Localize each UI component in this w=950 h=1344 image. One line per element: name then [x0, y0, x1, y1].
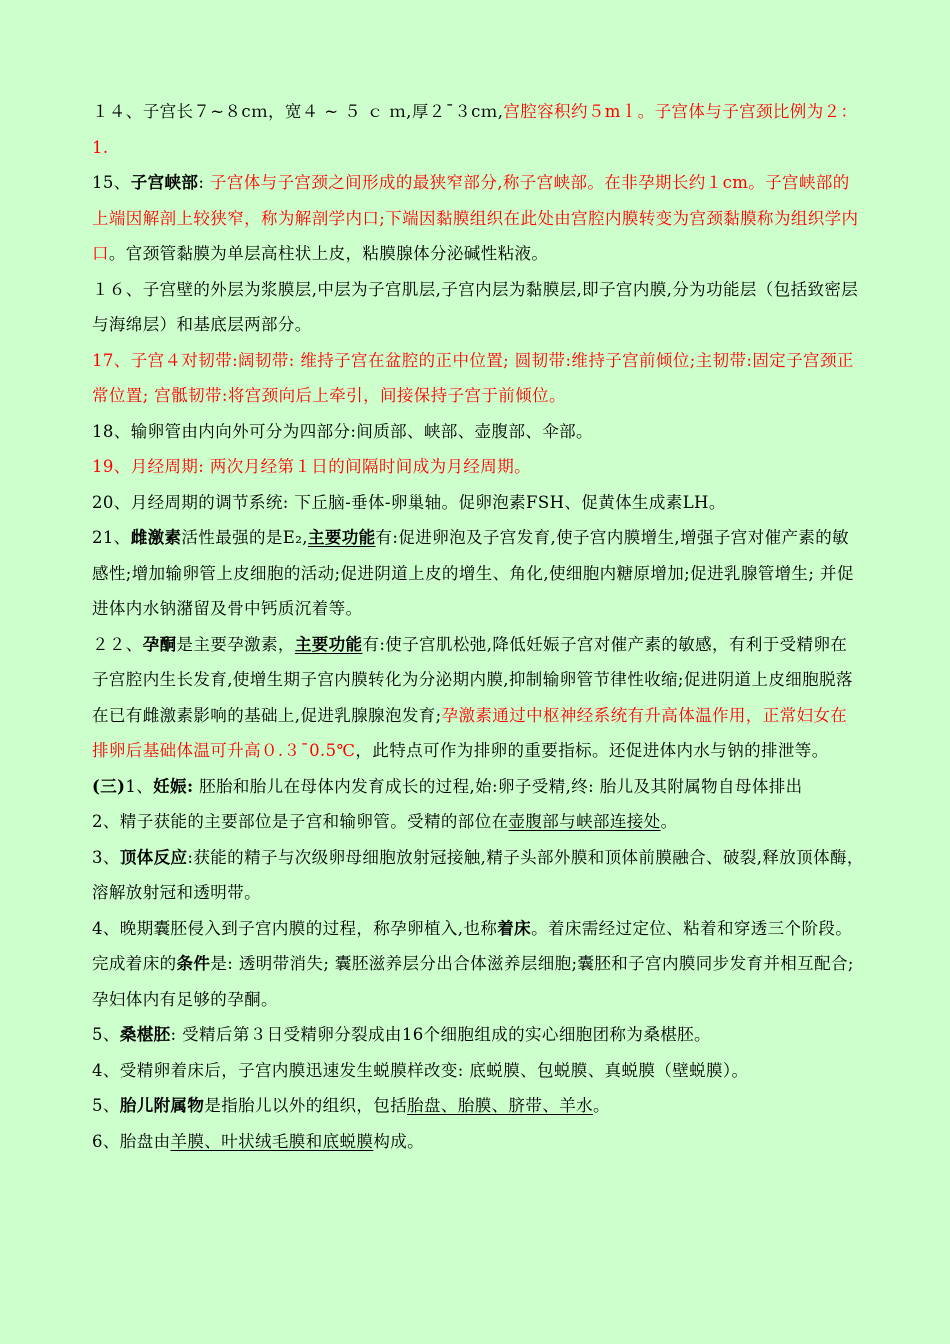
text-run: 3、 [92, 847, 120, 867]
text-run: 雌激素 [130, 528, 182, 547]
text-run: 17、子宫４对韧带:阔韧带: 维持子宫在盆腔的正中位置; 圆韧带:维持子宫前倾位;主韧带:固定子宫颈正常位置; 宫骶韧带:将宫颈向后上牵引，间接保持子宫于前倾位。 [92, 350, 854, 405]
text-run: 5、 [92, 1096, 120, 1115]
text-run: 4、受精卵着床后，子宫内膜迅速发生蜕膜样改变: 底蜕膜、包蜕膜、真蜕膜（壁蜕膜）。 [92, 1060, 749, 1080]
text-run: 胎儿附属物 [119, 1096, 205, 1115]
text-run: ２２、 [92, 634, 143, 654]
text-run: 1、 [125, 776, 154, 796]
paragraph [92, 520, 864, 627]
text-run: 。官颈管黏膜为单层高柱状上皮，粘膜腺体分泌碱性粘液。 [108, 244, 549, 263]
text-run: 宫腔容积约５mｌ。子宫体与子宫颈比例为２：1. [92, 102, 858, 157]
text-run: : 受精后第３日受精卵分裂成由16个细胞组成的实心细胞团称为桑椹胚。 [170, 1025, 711, 1044]
paragraph [92, 485, 864, 521]
text-run: 胚胎和胎儿在母体内发育成长的过程,始:卵子受精,终: 胎儿及其附属物自母体排出 [193, 776, 803, 796]
text-run: 活性最强的是E₂, [181, 528, 308, 547]
text-run: 21、 [92, 528, 131, 547]
text-run: 19、月经周期: [92, 457, 210, 476]
text-run: 。 [593, 1096, 610, 1115]
text-run: 5、 [92, 1025, 120, 1044]
paragraph [92, 272, 864, 343]
text-run: 主要功能 [294, 634, 363, 654]
paragraph [92, 911, 864, 1018]
paragraph [92, 343, 864, 414]
text-run: 是主要孕激素， [176, 634, 295, 654]
text-run: 2、精子获能的主要部位是子宫和输卵管。受精的部位在 [92, 812, 509, 831]
paragraph [92, 414, 864, 450]
text-run: 18、输卵管由内向外可分为四部分:间质部、峡部、壶腹部、伞部。 [92, 421, 593, 441]
text-run: 孕酮 [142, 634, 177, 654]
text-run: (三) [92, 776, 126, 796]
text-run: 4、晚期囊胚侵入到子宫内膜的过程，称孕卵植入,也称 [92, 918, 498, 938]
text-run: 主要功能 [307, 528, 376, 547]
text-run: ，此特点可作为排卵的重要指标。还促进体内水与钠的排泄等。 [355, 741, 829, 760]
text-run: 两次月经第１日的间隔时间成为月经周期。 [209, 457, 532, 476]
paragraph [92, 1053, 864, 1089]
paragraph [92, 840, 864, 911]
paragraph [92, 804, 864, 840]
text-run: 是指胎儿以外的组织，包括 [204, 1096, 408, 1115]
text-run: 是: 透明带消失; 囊胚滋养层分出合体滋养层细胞;囊胚和子宫内膜同步发育并相互配合; 孕妇体内有足够的孕酮。 [92, 954, 854, 1009]
text-run: 子宫峡部 [130, 173, 199, 192]
text-run: １４、子宫长７~８cｍ，宽４ ~ ５ ｃ ｍ,厚２¯３cｍ, [92, 102, 504, 121]
text-run: 15、 [92, 173, 131, 192]
text-run: 20、月经周期的调节系统: 下丘脑-垂体-卵巢轴。促卵泡素FSH、促黄体生成素LH。 [92, 492, 726, 512]
text-run: : [198, 173, 210, 192]
paragraph [92, 94, 864, 165]
text-run: 羊膜、叶状绒毛膜和底蜕膜 [170, 1131, 374, 1151]
text-run: 构成。 [373, 1131, 425, 1151]
text-run: 。着床需经过定位、粘着和穿透三个阶段。完成着床的 [92, 918, 853, 973]
text-run: 妊娠: [153, 776, 194, 796]
paragraph [92, 1088, 864, 1124]
text-run: 壶腹部与峡部连接处 [508, 812, 661, 831]
text-run: １６、子宫壁的外层为浆膜层,中层为子宫肌层,子宫内层为黏膜层,即子宫内膜,分为功能层（包括致密层与海绵层）和基底层两部分。 [92, 279, 859, 334]
text-run: 着床 [497, 918, 532, 938]
text-run: :获能的精子与次级卵母细胞放射冠接触,精子头部外膜和顶体前膜融合、破裂,释放顶体酶，溶解放射冠和透明带。 [92, 847, 864, 902]
paragraph [92, 165, 864, 272]
text-run: 桑椹胚 [119, 1025, 171, 1044]
text-run: 子宫体与子宫颈之间形成的最狭窄部分,称子宫峡部。在非孕期长约１cm。子宫峡部的上端因解剖上较狭窄，称为解剖学内口;下端因黏膜组织在此处由宫腔内膜转变为宫颈黏膜称为组织学内口 [92, 173, 859, 263]
paragraph [92, 769, 864, 805]
paragraph [92, 449, 864, 485]
text-run: 。 [660, 812, 678, 831]
text-run: 有:使子宫肌松弛,降低妊娠子宫对催产素的敏感，有利于受精卵在子宫腔内生长发育,使增生期子宫内膜转化为分泌期内膜,抑制输卵管节律性收缩;促进阴道上皮细胞脱落在已有雌激素影响的基础上,促进乳腺腺泡发育; [92, 634, 853, 725]
text-run: 6、胎盘由 [92, 1131, 171, 1151]
text-run: 胎盘、胎膜、脐带、羊水 [407, 1096, 594, 1115]
paragraph [92, 1017, 864, 1053]
document-body [92, 94, 864, 1159]
text-run: 顶体反应 [119, 847, 188, 867]
text-run: 孕激素通过中枢神经系统有升高体温作用，正常妇女在排卵后基础体温可升高０.３¯0.5℃ [92, 705, 848, 760]
paragraph [92, 627, 864, 769]
paragraph [92, 1124, 864, 1160]
text-run: 有:促进卵泡及子宫发育,使子宫内膜增生,增强子宫对催产素的敏感性;增加输卵管上皮细胞的活动;促进阴道上皮的增生、角化,使细胞内糖原增加;促进乳腺管增生; 并促进体内水钠潴留及骨中钙质沉着等。 [92, 528, 854, 618]
text-run: 条件 [176, 954, 211, 973]
